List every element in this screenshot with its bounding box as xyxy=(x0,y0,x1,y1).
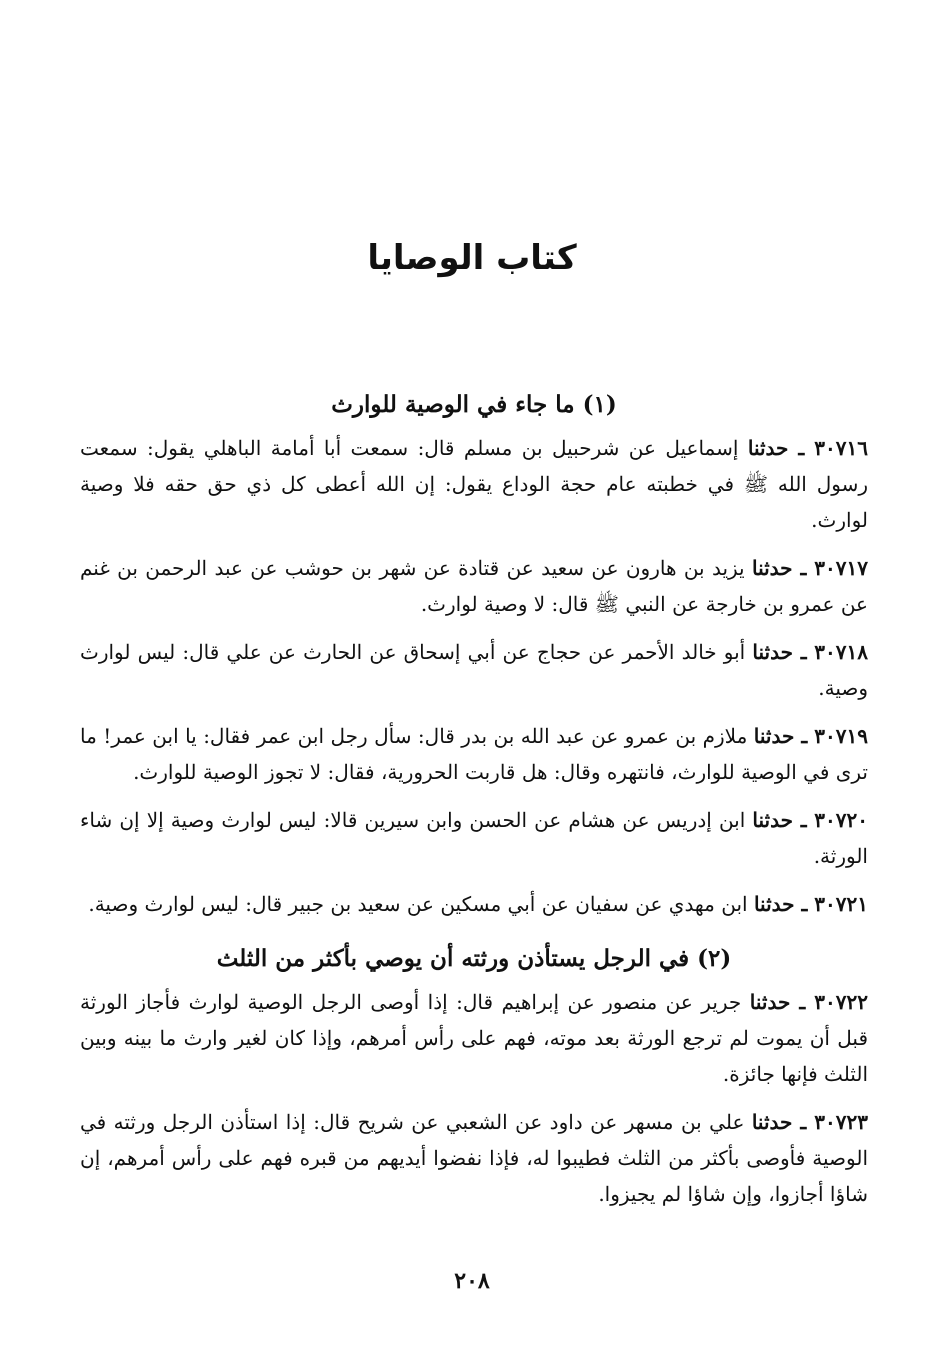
hadith-lead: ـ حدثنا xyxy=(751,1110,815,1134)
page-number: ٢٠٨ xyxy=(454,1268,490,1294)
book-title: كتاب الوصايا xyxy=(367,238,577,278)
hadith-number: ٣٠٧٢٢ xyxy=(814,990,868,1014)
hadith-number: ٣٠٧١٩ xyxy=(814,724,869,748)
hadith-number: ٣٠٧١٧ xyxy=(814,556,868,580)
hadith-30723 xyxy=(80,1104,868,1212)
hadith-text: ملازم بن عمرو عن عبد الله بن بدر قال: سأل رجل ابن عمر فقال: يا ابن عمر! ما ترى في الوصية للوارث، فانتهره وقال: هل قاربت الحرورية، فقال: لا تجوز الوصية للوارث. xyxy=(80,724,868,784)
hadith-number: ٣٠٧٢٣ xyxy=(814,1110,868,1134)
hadith-lead: ـ حدثنا xyxy=(747,436,815,460)
hadith-text: أبو خالد الأحمر عن حجاج عن أبي إسحاق عن الحارث عن علي قال: ليس لوارث وصية. xyxy=(80,640,868,700)
hadith-number: ٣٠٧٢١ xyxy=(814,892,868,916)
section-heading-1: (١) ما جاء في الوصية للوارث xyxy=(331,391,617,418)
hadith-30719 xyxy=(80,718,868,790)
hadith-lead: ـ حدثنا xyxy=(753,724,815,748)
hadith-30716 xyxy=(80,430,868,538)
hadith-30718 xyxy=(80,634,868,706)
hadith-lead: ـ حدثنا xyxy=(753,892,815,916)
hadith-text: جرير عن منصور عن إبراهيم قال: إذا أوصى الرجل الوصية لوارث فأجاز الورثة قبل أن يموت لم ترجع الورثة بعد موته، فهم على رأس أمرهم، وإذا كان لغير وارث ما بينه وبين الثلث فإنها جائزة. xyxy=(80,990,869,1086)
hadith-text: إسماعيل عن شرحبيل بن مسلم قال: سمعت أبا أمامة الباهلي يقول: سمعت رسول الله ﷺ في خطبته عام حجة الوداع يقول: إن الله أعطى كل ذي حق حقه فلا وصية لوارث. xyxy=(80,436,868,532)
hadith-lead: ـ حدثنا xyxy=(752,808,815,832)
hadith-lead: ـ حدثنا xyxy=(752,640,815,664)
hadith-text: ابن إدريس عن هشام عن الحسن وابن سيرين قالا: ليس لوارث وصية إلا إن شاء الورثة. xyxy=(80,808,868,868)
hadith-30717 xyxy=(80,550,868,622)
hadith-lead: ـ حدثنا xyxy=(751,556,815,580)
hadith-number: ٣٠٧٢٠ xyxy=(814,808,868,832)
hadith-30722 xyxy=(80,984,868,1092)
hadith-number: ٣٠٧١٦ xyxy=(814,436,869,460)
section-heading-2: (٢) في الرجل يستأذن ورثته أن يوصي بأكثر من الثلث xyxy=(216,945,732,972)
hadith-lead: ـ حدثنا xyxy=(749,990,815,1014)
hadith-text: يزيد بن هارون عن سعيد عن قتادة عن شهر بن حوشب عن عبد الرحمن بن غنم عن عمرو بن خارجة عن النبي ﷺ قال: لا وصية لوارث. xyxy=(80,556,868,616)
hadith-30720 xyxy=(80,802,868,874)
hadith-30721 xyxy=(80,886,868,922)
hadith-text: ابن مهدي عن سفيان عن أبي مسكين عن سعيد بن جبير قال: ليس لوارث وصية. xyxy=(88,892,754,916)
page-content xyxy=(80,380,868,1224)
hadith-text: علي بن مسهر عن داود عن الشعبي عن شريح قال: إذا استأذن الرجل ورثته في الوصية فأوصى بأكثر من الثلث فطيبوا له، فإذا نفضوا أيديهم من قبره فهم على رأس أمرهم، إن شاؤا أجازوا، وإن شاؤا لم يجيزوا. xyxy=(80,1110,868,1206)
hadith-number: ٣٠٧١٨ xyxy=(814,640,869,664)
